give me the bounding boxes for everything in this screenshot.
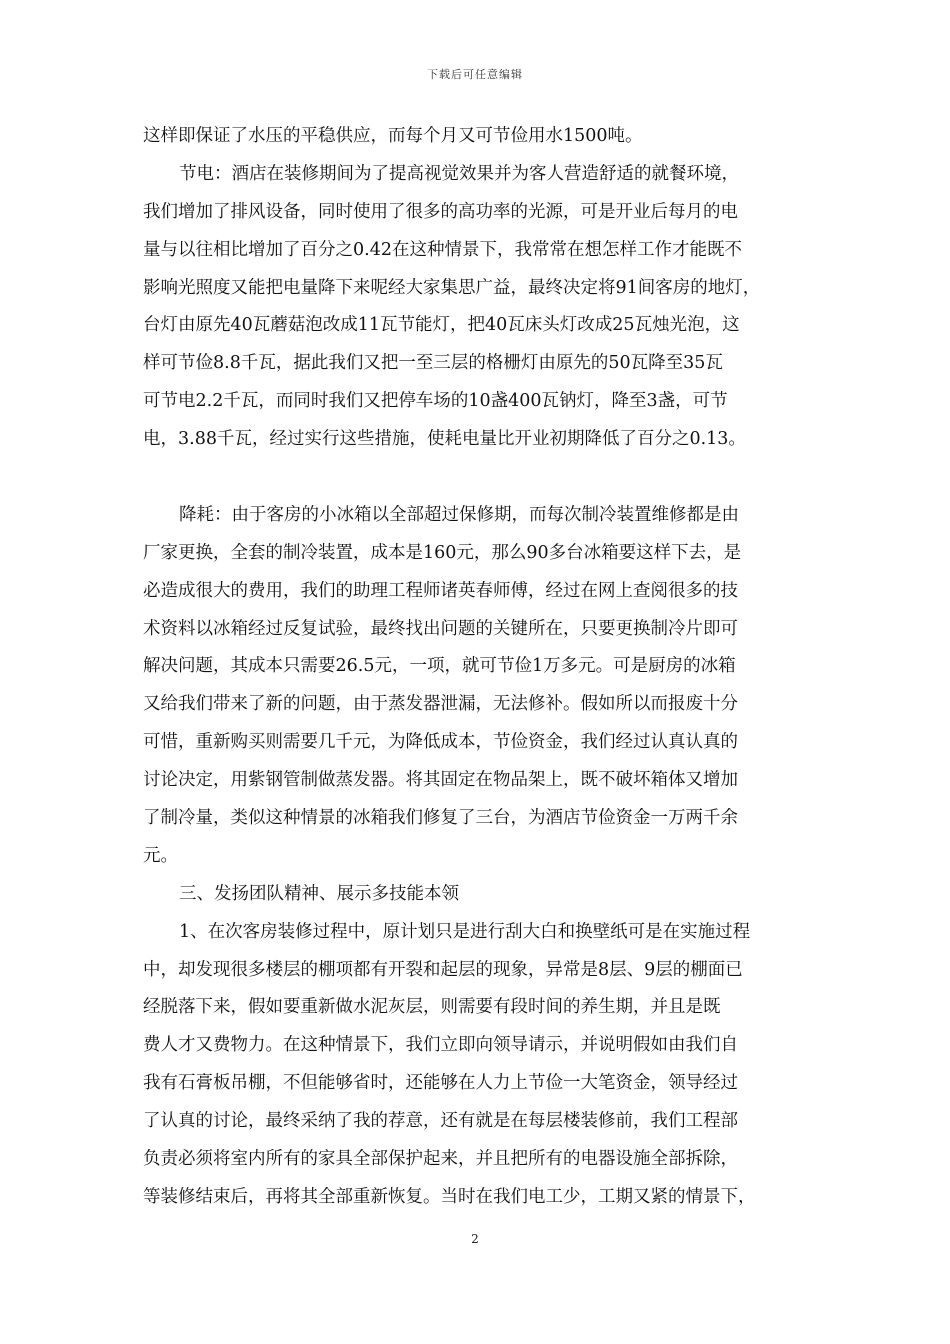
text-line: 等装修结束后，再将其全部重新恢复。当时在我们电工少，工期又紧的情景下，: [143, 1186, 756, 1207]
text-line: 我有石膏板吊棚，不但能够省时，还能够在人力上节俭一大笔资金，领导经过: [143, 1073, 738, 1094]
paragraph-spacer: [143, 459, 815, 497]
text-line: 1、在次客房装修过程中，原计划只是进行刮大白和换壁纸可是在实施过程: [179, 921, 751, 942]
text-line: 厂家更换，全套的制冷装置，成本是160元，那么90多台冰箱要这样下去，是: [143, 542, 742, 563]
text-line: 了认真的讨论，最终采纳了我的荐意，还有就是在每层楼装修前，我们工程部: [143, 1111, 738, 1132]
text-line: 经脱落下来，假如要重新做水泥灰层，则需要有段时间的养生期，并且是既: [143, 997, 721, 1018]
text-line: 量与以往相比增加了百分之0.42在这种情景下，我常常在想怎样工作才能既不: [143, 239, 742, 260]
text-line: 术资料以冰箱经过反复试验，最终找出问题的关键所在，只要更换制冷片即可: [143, 618, 738, 639]
text-line: 费人才又费物力。在这种情景下，我们立即向领导请示，并说明假如由我们自: [143, 1035, 738, 1056]
text-line: 这样即保证了水压的平稳供应，而每个月又可节俭用水1500吨。: [143, 126, 643, 146]
text-line: 中，却发现很多楼层的棚项都有开裂和起层的现象，异常是8层、9层的棚面已: [143, 959, 743, 980]
text-line: 影响光照度又能把电量降下来呢经大家集思广益，最终决定将91间客房的地灯，: [143, 277, 761, 298]
text-line: 可节电2.2千瓦，而同时我们又把停车场的10盏400瓦钠灯，降至3盏，可节: [143, 391, 728, 412]
text-line: 了制冷量，类似这种情景的冰箱我们修复了三台，为酒店节俭资金一万两千余: [143, 808, 738, 829]
text-line: 我们增加了排风设备，同时使用了很多的高功率的光源，可是开业后每月的电: [143, 201, 738, 222]
document-body: [143, 118, 815, 1217]
text-line: 负责必须将室内所有的家具全部保护起来，并且把所有的电器设施全部拆除，: [143, 1149, 738, 1170]
text-line: 必造成很大的费用，我们的助理工程师诸英春师傅，经过在网上查阅很多的技: [143, 580, 738, 601]
page-number: 2: [471, 1232, 479, 1246]
text-line: 电，3.88千瓦，经过实行这些措施，使耗电量比开业初期降低了百分之0.13。: [143, 429, 746, 450]
page-header: 下载后可任意编辑: [427, 68, 523, 81]
text-line: 降耗：由于客房的小冰箱以全部超过保修期，而每次制冷装置维修都是由: [179, 504, 739, 525]
section-heading: 三、发扬团队精神、展示多技能本领: [179, 883, 459, 904]
text-line: 节电：酒店在装修期间为了提高视觉效果并为客人营造舒适的就餐环境，: [179, 163, 739, 184]
text-line: 台灯由原先40瓦蘑菇泡改成11瓦节能灯，把40瓦床头灯改成25瓦烛光泡，这: [143, 315, 740, 336]
text-line: 又给我们带来了新的问题，由于蒸发器泄漏，无法修补。假如所以而报废十分: [143, 694, 738, 715]
text-line: 解决问题，其成本只需要26.5元，一项，就可节俭1万多元。可是厨房的冰箱: [143, 656, 736, 677]
text-line: 样可节俭8.8千瓦，据此我们又把一至三层的格栅灯由原先的50瓦降至35瓦: [143, 353, 723, 374]
text-line: 元。: [143, 845, 178, 866]
text-line: 可惜，重新购买则需要几千元，为降低成本，节俭资金，我们经过认真认真的: [143, 732, 738, 753]
text-line: 讨论决定，用紫钢管制做蒸发器。将其固定在物品架上，既不破坏箱体又增加: [143, 770, 738, 791]
